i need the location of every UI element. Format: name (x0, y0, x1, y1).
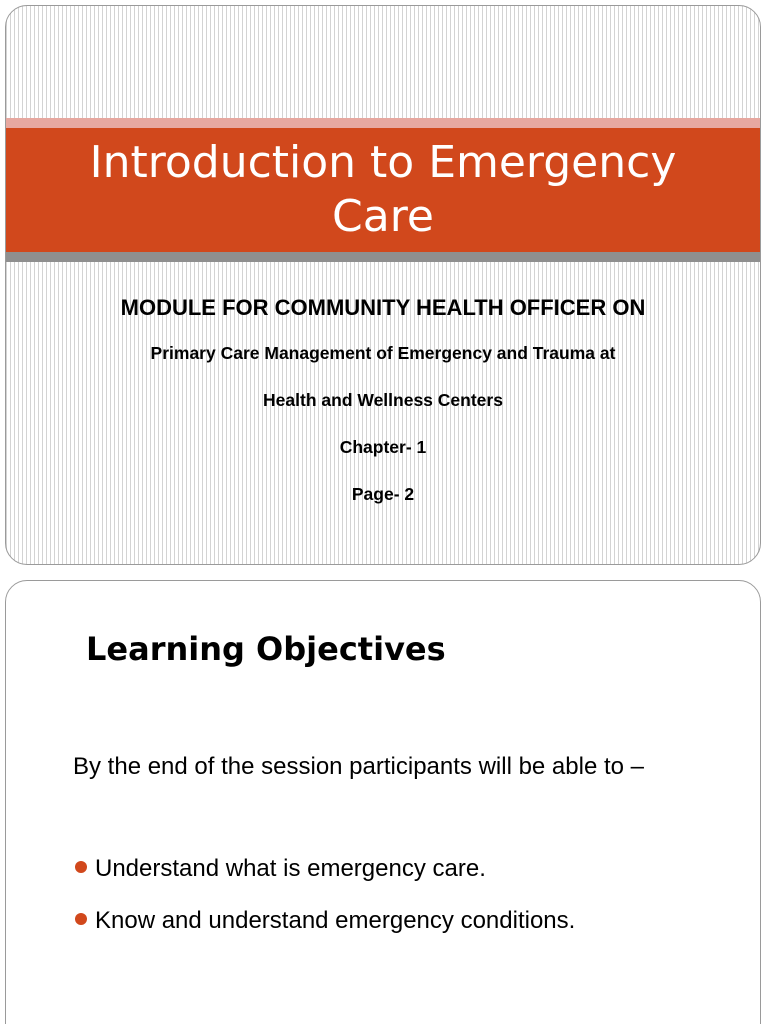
page-label: Page- 2 (351, 484, 415, 504)
bullet-dot-icon (75, 913, 87, 925)
subtitle-line-2: Health and Wellness Centers (263, 390, 503, 410)
slide-title-line-2: Care (332, 191, 434, 242)
list-item-text: Know and understand emergency conditions. (95, 907, 576, 934)
list-item-text: Understand what is emergency care. (95, 855, 486, 882)
banner-top-accent (6, 118, 760, 128)
list-item (73, 906, 575, 936)
module-heading: MODULE FOR COMMUNITY HEALTH OFFICER ON (120, 295, 646, 320)
objectives-list (73, 854, 575, 958)
title-slide (5, 5, 761, 565)
objectives-slide (5, 580, 761, 1024)
bullet-dot-icon (75, 861, 87, 873)
objectives-intro: By the end of the session participants will be able to – (73, 753, 645, 780)
objectives-heading: Learning Objectives (86, 630, 446, 668)
subtitle-line-1: Primary Care Management of Emergency and Trauma at (150, 343, 616, 363)
banner-bottom-accent (6, 252, 760, 262)
slide-title-line-1: Introduction to Emergency (89, 137, 677, 188)
list-item (73, 854, 575, 884)
subtitle-block (6, 294, 760, 530)
chapter-label: Chapter- 1 (339, 437, 427, 457)
slide-title (6, 136, 760, 244)
